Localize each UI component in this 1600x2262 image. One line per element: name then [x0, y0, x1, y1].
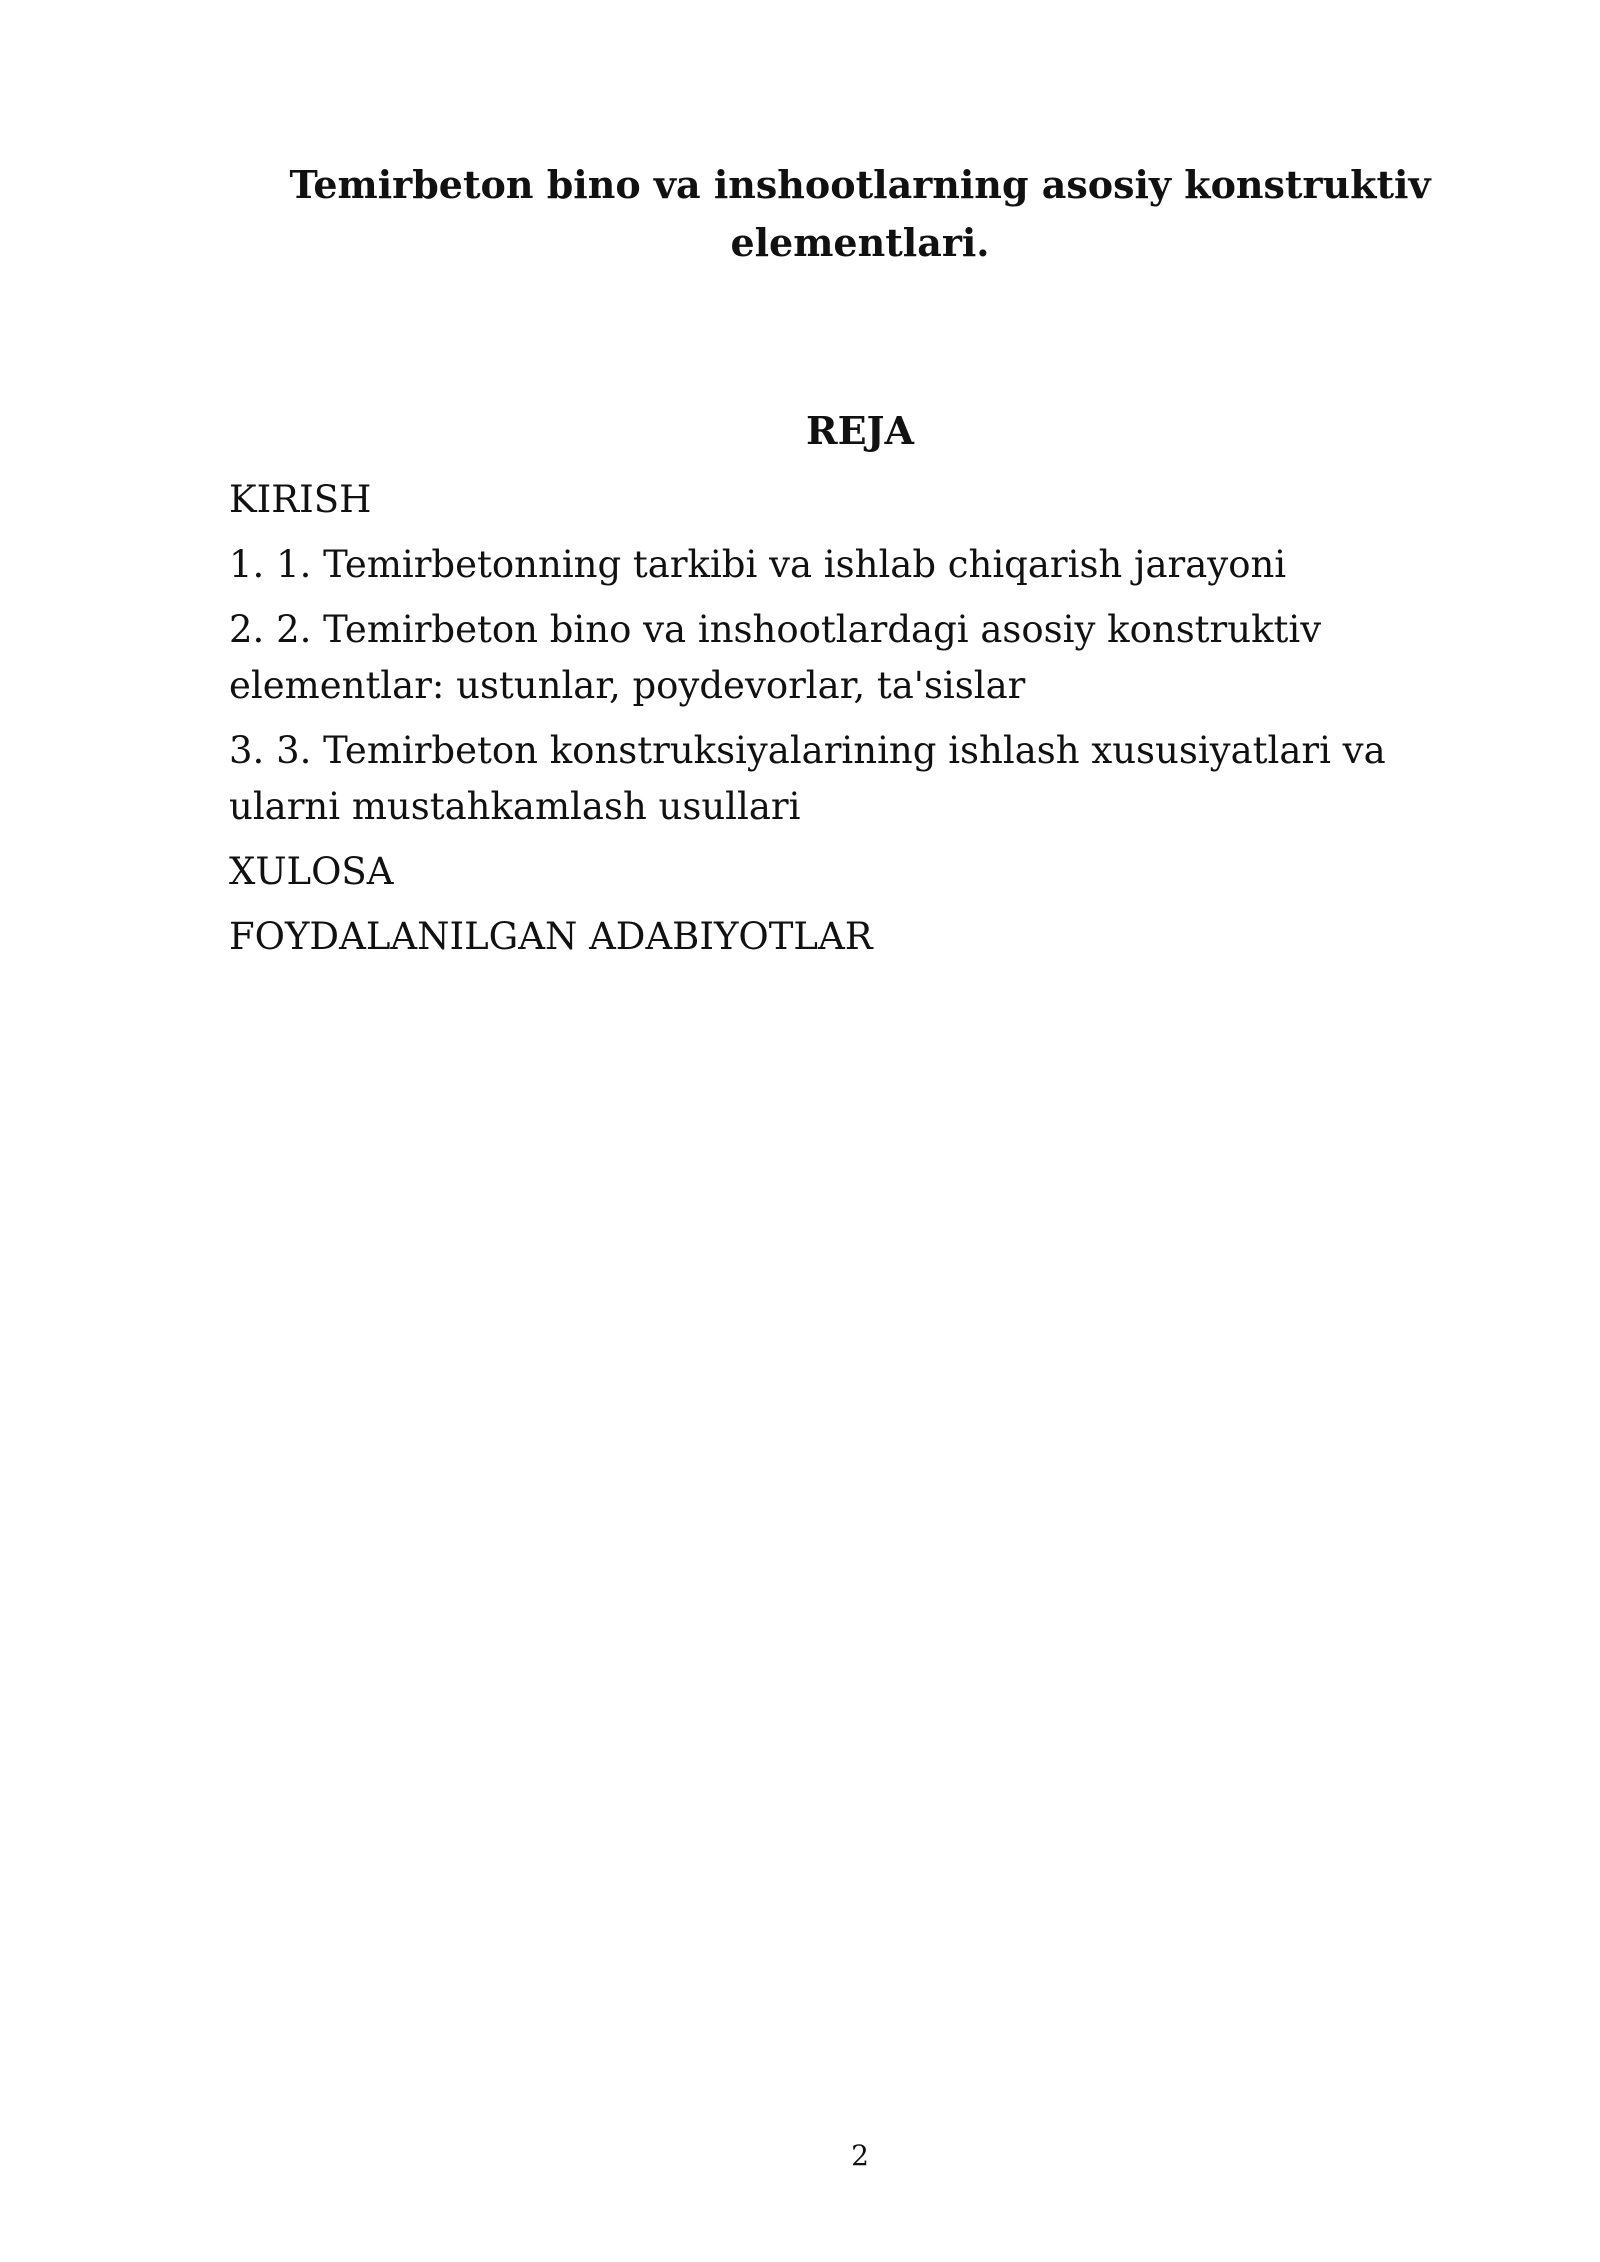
toc-item-1: 1. 1. Temirbetonning tarkibi va ishlab chiqarish jarayoni	[229, 543, 1287, 586]
page-number: 2	[851, 2139, 869, 2172]
toc-item-intro: KIRISH	[229, 478, 372, 521]
toc-item-references: FOYDALANILGAN ADABIYOTLAR	[229, 915, 873, 958]
plan-heading: REJA	[805, 408, 914, 453]
document-title: Temirbeton bino va inshootlarning asosiy konstruktiv elementlari.	[289, 162, 1431, 265]
toc-item-conclusion: XULOSA	[229, 850, 394, 893]
table-of-contents	[229, 472, 1469, 974]
toc-item-2: 2. 2. Temirbeton bino va inshootlardagi asosiy konstruktiv elementlar: ustunlar, poydevorlar, ta'sislar	[229, 608, 1322, 707]
toc-item-3: 3. 3. Temirbeton konstruksiyalarining ishlash xususiyatlari va ularni mustahkamlash usullari	[229, 729, 1386, 828]
